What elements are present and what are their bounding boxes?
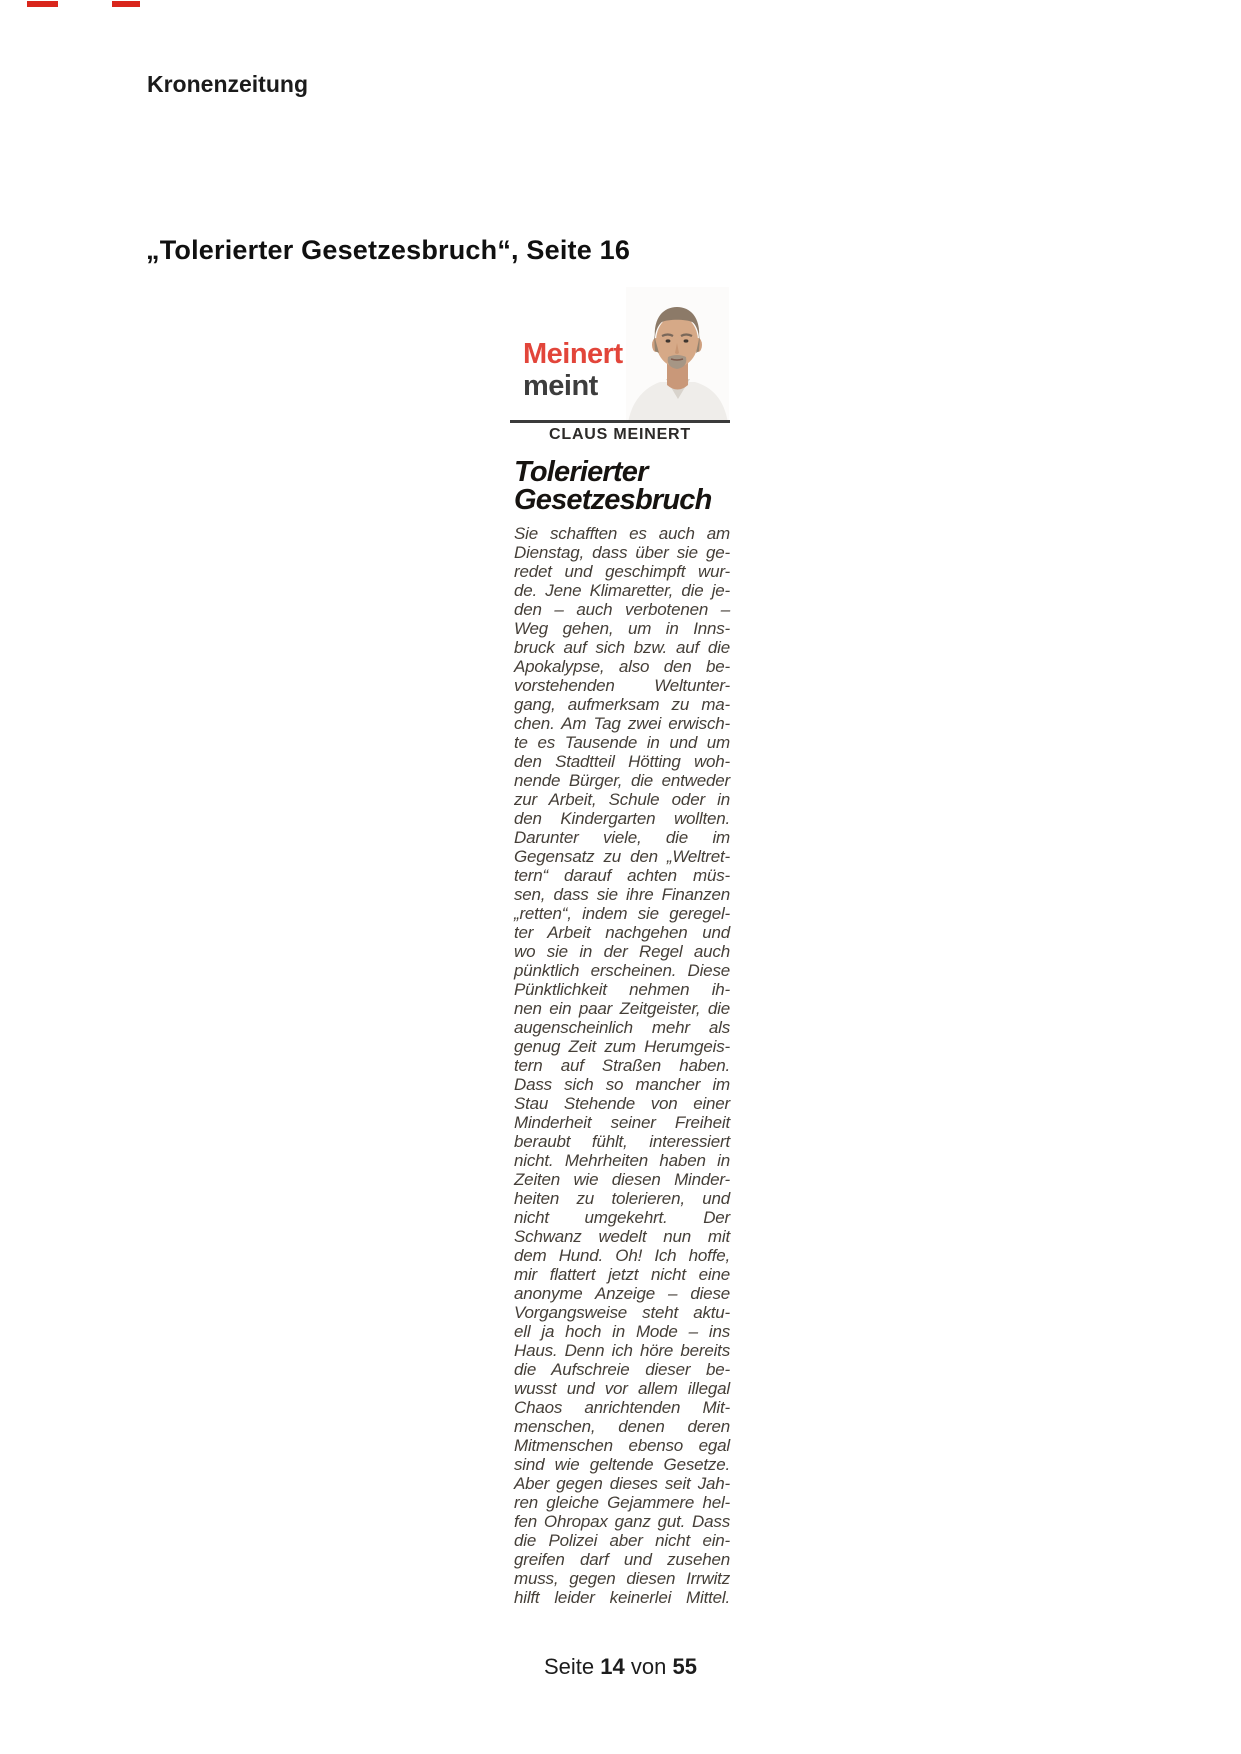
article-body-line: zur Arbeit, Schule oder in <box>514 790 730 809</box>
page-footer <box>0 1654 1241 1680</box>
article-body-line: pünktlich erscheinen. Diese <box>514 961 730 980</box>
article-body-line: fen Ohropax ganz gut. Dass <box>514 1512 730 1531</box>
article-body-line: nende Bürger, die entweder <box>514 771 730 790</box>
article-body-line: greifen darf und zusehen <box>514 1550 730 1569</box>
article-body <box>514 524 730 1607</box>
article-body-line: heiten zu tolerieren, und <box>514 1189 730 1208</box>
article-body-line: Vorgangsweise steht aktu- <box>514 1303 730 1322</box>
article-body-line: den – auch verbotenen – <box>514 600 730 619</box>
divider-rule <box>510 420 730 423</box>
headline-line-2: Gesetzesbruch <box>514 484 712 516</box>
article-body-line: dem Hund. Oh! Ich hoffe, <box>514 1246 730 1265</box>
article-body-line: tern“ darauf achten müs- <box>514 866 730 885</box>
article-body-line: nen ein paar Zeitgeister, die <box>514 999 730 1018</box>
article-body-line: Dienstag, dass über sie ge- <box>514 543 730 562</box>
red-crop-mark-right <box>112 1 140 7</box>
article-body-line: Zeiten wie diesen Minder- <box>514 1170 730 1189</box>
article-body-line: Stau Stehende von einer <box>514 1094 730 1113</box>
kicker-line-gray: meint <box>523 370 598 402</box>
footer-page-number: 14 <box>600 1654 625 1679</box>
article-body-line: te es Tausende in und um <box>514 733 730 752</box>
article-body-line: chen. Am Tag zwei erwisch- <box>514 714 730 733</box>
article-body-line: die Polizei aber nicht ein- <box>514 1531 730 1550</box>
article-body-line: Darunter viele, die im <box>514 828 730 847</box>
article-body-line: Haus. Denn ich höre bereits <box>514 1341 730 1360</box>
kicker-line-red: Meinert <box>523 338 623 370</box>
article-body-line: ell ja hoch in Mode – ins <box>514 1322 730 1341</box>
source-label: Kronenzeitung <box>147 71 308 97</box>
article-body-line: Dass sich so mancher im <box>514 1075 730 1094</box>
article-body-line: anonyme Anzeige – diese <box>514 1284 730 1303</box>
article-body-line: die Aufschreie dieser be- <box>514 1360 730 1379</box>
footer-separator: von <box>630 1654 667 1679</box>
article-body-line: Pünktlichkeit nehmen ih- <box>514 980 730 999</box>
author-caption: CLAUS MEINERT <box>549 426 691 443</box>
article-body-line: Minderheit seiner Freiheit <box>514 1113 730 1132</box>
article-body-line: genug Zeit zum Herumgeis- <box>514 1037 730 1056</box>
article-body-line: Weg gehen, um in Inns- <box>514 619 730 638</box>
article-body-line: nicht. Mehrheiten haben in <box>514 1151 730 1170</box>
article-body-line: mir flattert jetzt nicht eine <box>514 1265 730 1284</box>
article-body-line: „retten“, indem sie geregel- <box>514 904 730 923</box>
article-body-line: den Kindergarten wollten. <box>514 809 730 828</box>
article-body-line: Apokalypse, also den be- <box>514 657 730 676</box>
article-body-line: menschen, denen deren <box>514 1417 730 1436</box>
article-body-line: ren gleiche Gejammere hel- <box>514 1493 730 1512</box>
headline-line-1: Tolerierter <box>514 456 648 488</box>
red-crop-mark-left <box>27 1 58 7</box>
article-body-line: nicht umgekehrt. Der <box>514 1208 730 1227</box>
article-body-line: vorstehenden Weltunter- <box>514 676 730 695</box>
article-body-line: Aber gegen dieses seit Jah- <box>514 1474 730 1493</box>
article-body-line: Sie schafften es auch am <box>514 524 730 543</box>
article-body-line: den Stadtteil Hötting woh- <box>514 752 730 771</box>
article-body-line: de. Jene Klimaretter, die je- <box>514 581 730 600</box>
footer-prefix: Seite <box>544 1654 595 1679</box>
article-body-line: augenscheinlich mehr als <box>514 1018 730 1037</box>
article-body-line: gang, aufmerksam zu ma- <box>514 695 730 714</box>
article-body-line: beraubt fühlt, interessiert <box>514 1132 730 1151</box>
article-body-line: Mitmenschen ebenso egal <box>514 1436 730 1455</box>
article-body-line: redet und geschimpft wur- <box>514 562 730 581</box>
article-title: „Tolerierter Gesetzesbruch“, Seite 16 <box>146 235 631 265</box>
article-body-line: ter Arbeit nachgehen und <box>514 923 730 942</box>
article-body-line: Schwanz wedelt nun mit <box>514 1227 730 1246</box>
article-body-line: Chaos anrichtenden Mit- <box>514 1398 730 1417</box>
footer-total-pages: 55 <box>672 1654 697 1679</box>
article-headline <box>514 458 732 514</box>
article-body-line: hilft leider keinerlei Mittel. <box>514 1588 730 1607</box>
portrait-photo-claus-meinert <box>626 287 729 423</box>
article-body-line: wo sie in der Regel auch <box>514 942 730 961</box>
article-body-line: tern auf Straßen haben. <box>514 1056 730 1075</box>
article-body-line: Gegensatz zu den „Weltret- <box>514 847 730 866</box>
article-body-line: muss, gegen diesen Irrwitz <box>514 1569 730 1588</box>
article-body-line: sen, dass sie ihre Finanzen <box>514 885 730 904</box>
article-body-line: wusst und vor allem illegal <box>514 1379 730 1398</box>
article-body-line: sind wie geltende Gesetze. <box>514 1455 730 1474</box>
article-body-line: bruck auf sich bzw. auf die <box>514 638 730 657</box>
portrait-illustration <box>626 287 729 423</box>
